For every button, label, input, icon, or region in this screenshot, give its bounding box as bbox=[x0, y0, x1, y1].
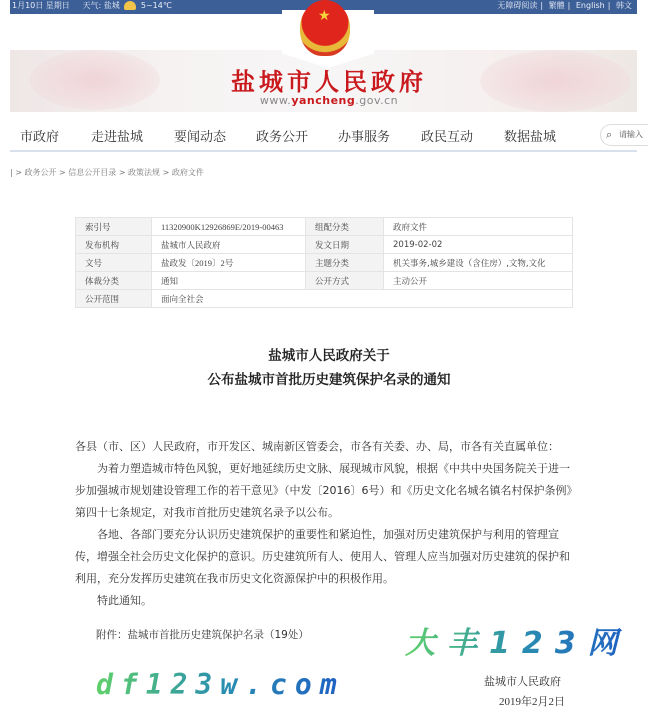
nav-city-government[interactable]: 市政府 bbox=[20, 130, 60, 145]
label-scope: 公开范围 bbox=[76, 290, 152, 308]
link-traditional[interactable]: 繁體 bbox=[548, 1, 565, 10]
document-title-line2: 公布盐城市首批历史建筑保护名录的通知 bbox=[207, 372, 451, 388]
search-icon: ⌕ bbox=[606, 128, 613, 141]
breadcrumb[interactable]: | > 政务公开 > 信息公开目录 > 政策法规 > 政府文件 bbox=[10, 168, 204, 177]
nav-services[interactable]: 办事服务 bbox=[338, 130, 391, 145]
watermark-url: df123w.com bbox=[96, 668, 345, 701]
watermark-logo: 大丰123网 bbox=[405, 626, 630, 661]
nav-interaction[interactable]: 政民互动 bbox=[421, 130, 474, 145]
document-meta-table bbox=[75, 217, 573, 308]
paragraph: 各地、各部门要充分认识历史建筑保护的重要性和紧迫性，加强对历史建筑保护与利用的管理宣传，增强全社会历史文化保护的意识。历史建筑所有人、使用人、管理人应当加强对历史建筑的保护和利用，充分发挥历史建筑在我市历史文化资源保护中的积极作用。 bbox=[75, 528, 570, 585]
current-date: 1月10日 星期日 bbox=[12, 1, 70, 10]
label-topic: 主题分类 bbox=[306, 254, 384, 272]
table-row bbox=[76, 254, 573, 272]
nav-data[interactable]: 数据盐城 bbox=[504, 130, 557, 145]
site-url: www.yancheng.gov.cn bbox=[259, 94, 399, 107]
value-disclosure-method: 主动公开 bbox=[384, 272, 573, 290]
weather-label: 天气: bbox=[82, 1, 102, 10]
sun-cloud-icon bbox=[124, 1, 136, 10]
link-english[interactable]: English bbox=[575, 1, 605, 10]
salutation: 各县（市、区）人民政府，市开发区、城南新区管委会，市各有关委、办、局，市各有关直属单位： bbox=[75, 440, 559, 453]
weather-city: 盐城 bbox=[103, 1, 120, 10]
signature: 盐城市人民政府 bbox=[484, 675, 561, 688]
label-disclosure-method: 公开方式 bbox=[306, 272, 384, 290]
table-row bbox=[76, 236, 573, 254]
label-category: 组配分类 bbox=[306, 218, 384, 236]
date-weather bbox=[12, 0, 172, 12]
main-nav bbox=[10, 118, 643, 152]
label-doc-number: 文号 bbox=[76, 254, 152, 272]
national-emblem-icon: ★ bbox=[300, 0, 350, 56]
value-publisher: 盐城市人民政府 bbox=[152, 236, 306, 254]
attachment-link[interactable]: 附件：盐城市首批历史建筑保护名录（19处） bbox=[96, 629, 309, 641]
label-issue-date: 发文日期 bbox=[306, 236, 384, 254]
link-accessibility[interactable]: 无障碍阅读 bbox=[497, 1, 538, 10]
document-body bbox=[75, 436, 575, 612]
table-row bbox=[76, 272, 573, 290]
table-row bbox=[76, 290, 573, 308]
value-genre: 通知 bbox=[152, 272, 306, 290]
closing: 特此通知。 bbox=[97, 594, 152, 607]
label-index: 索引号 bbox=[76, 218, 152, 236]
paragraph: 为着力塑造城市特色风貌，更好地延续历史文脉、展现城市风貌，根据《中共中央国务院关于进一步加强城市规划建设管理工作的若干意见》（中发〔2016〕6号）和《历史文化名城名镇名村保护条例》第四十七条规定，对我市首批历史建筑名录予以公布。 bbox=[75, 462, 572, 519]
label-genre: 体裁分类 bbox=[76, 272, 152, 290]
value-category: 政府文件 bbox=[384, 218, 573, 236]
top-links: 无障碍阅读 | 繁體 | English | 韩文 bbox=[497, 1, 632, 10]
value-topic: 机关事务,城乡建设（含住房）,文物,文化 bbox=[384, 254, 573, 272]
link-korean[interactable]: 韩文 bbox=[616, 1, 632, 10]
table-row bbox=[76, 218, 573, 236]
value-issue-date: 2019-02-02 bbox=[384, 236, 573, 254]
signature-date: 2019年2月2日 bbox=[499, 696, 565, 708]
nav-about-yancheng[interactable]: 走进盐城 bbox=[91, 130, 144, 145]
temperature: 5~14℃ bbox=[140, 1, 172, 10]
value-index: 11320900K12926869E/2019-00463 bbox=[152, 218, 306, 236]
value-doc-number: 盐政发〔2019〕2号 bbox=[152, 254, 306, 272]
value-scope: 面向全社会 bbox=[152, 290, 573, 308]
nav-government-affairs[interactable]: 政务公开 bbox=[256, 130, 309, 145]
site-title[interactable]: 盐城市人民政府 bbox=[231, 68, 427, 96]
search-input[interactable] bbox=[600, 124, 648, 146]
label-publisher: 发布机构 bbox=[76, 236, 152, 254]
search-placeholder: 请输入 bbox=[619, 130, 643, 139]
nav-news[interactable]: 要闻动态 bbox=[174, 130, 227, 145]
document-title-line1: 盐城市人民政府关于 bbox=[268, 348, 390, 364]
